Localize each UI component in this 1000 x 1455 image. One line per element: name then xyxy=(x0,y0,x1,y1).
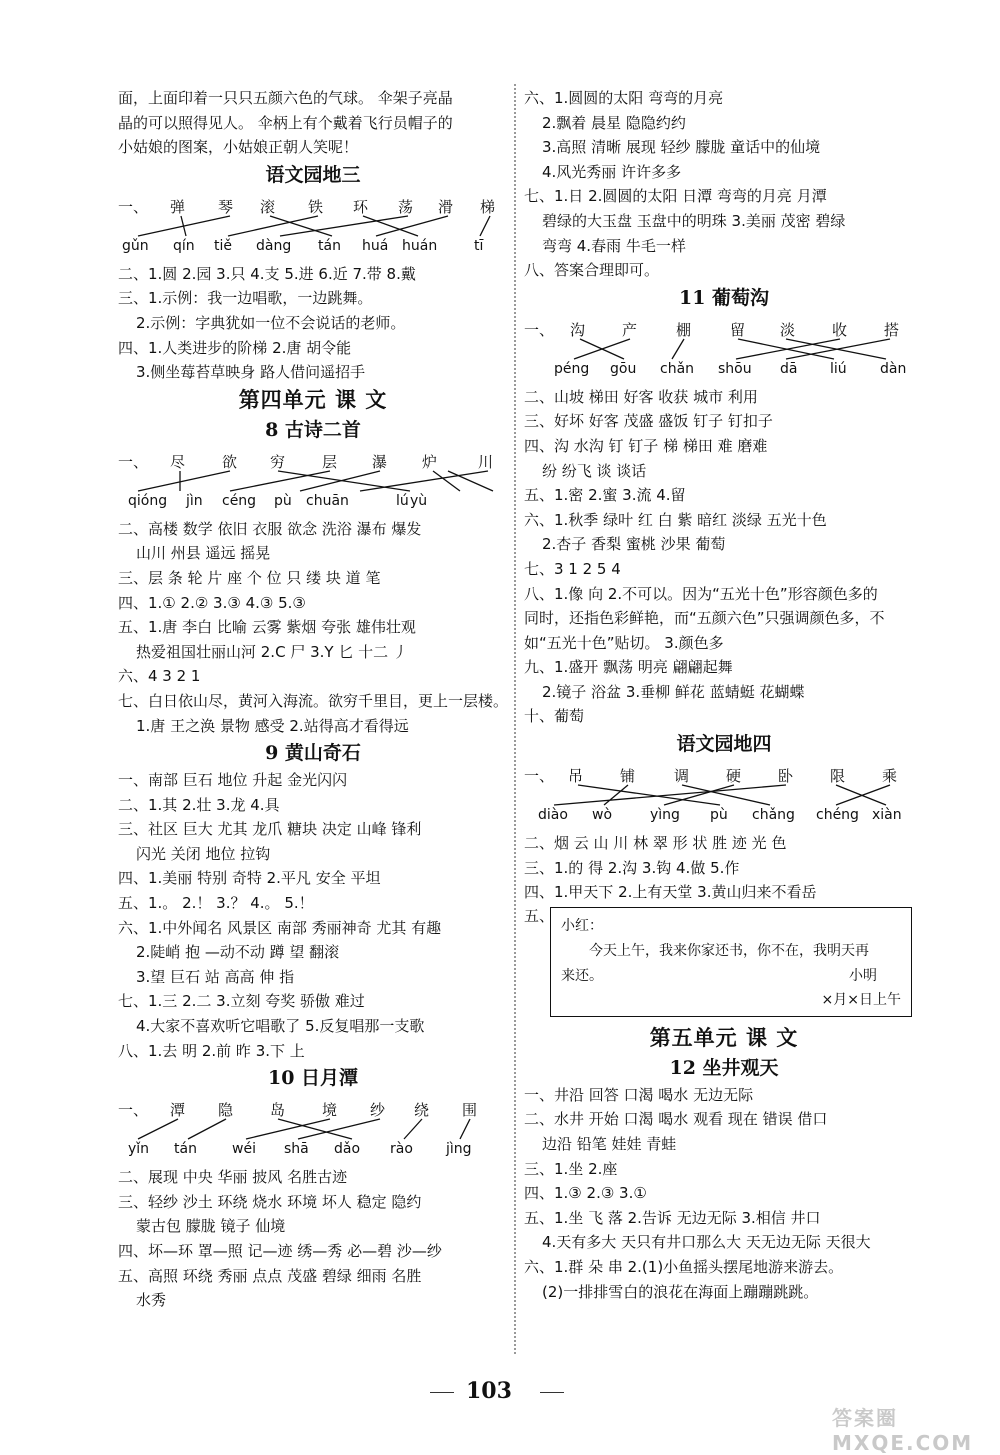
answer-line: 五、1.密 2.蜜 3.流 4.留 xyxy=(524,486,686,505)
char-item: 梯 xyxy=(480,197,496,216)
answer-line: 二、1.圆 2.园 3.只 4.支 5.进 6.近 7.带 8.戴 xyxy=(118,264,416,283)
pinyin-item: gǔn xyxy=(122,237,149,254)
answer-line: 八、1.去 明 2.前 昨 3.下 上 xyxy=(118,1041,305,1060)
matching-exercise xyxy=(118,1093,508,1165)
column-divider xyxy=(514,84,516,1354)
char-item: 瀑 xyxy=(372,452,388,471)
pinyin-item: tī xyxy=(474,237,484,254)
answer-line: 纷 纷飞 谈 谈话 xyxy=(542,461,647,480)
answer-line: 同时，还指色彩鲜艳，而“五颜六色”只强调颜色多，不 xyxy=(524,609,885,628)
answer-line: 2.杏子 香梨 蜜桃 沙果 葡萄 xyxy=(542,535,726,554)
char-item: 调 xyxy=(674,767,690,786)
note-date: ×月×日上午 xyxy=(821,991,901,1008)
text-line: 晶的可以照得见人。 伞柄上有个戴着飞行员帽子的 xyxy=(118,113,453,132)
answer-line: 2.镜子 浴盆 3.垂柳 鲜花 蓝蜻蜓 花蝴蝶 xyxy=(542,682,805,701)
char-item: 纱 xyxy=(370,1101,386,1120)
page-number-dash xyxy=(540,1392,564,1393)
char-item: 滑 xyxy=(438,197,454,216)
unit-title: 第四单元 课 文 xyxy=(238,386,388,412)
answer-line: 4.天有多大 天只有井口那么大 天无边无际 天很大 xyxy=(542,1233,871,1252)
answer-line: 四、1.③ 2.③ 3.① xyxy=(524,1184,647,1203)
pinyin-item: dàng xyxy=(256,237,292,254)
answer-line: 七、1.三 2.二 3.立刻 夸奖 骄傲 难过 xyxy=(118,992,365,1011)
answer-line: 2.飘着 晨星 隐隐约约 xyxy=(542,113,686,132)
lesson-title: 9 黄山奇石 xyxy=(265,742,361,765)
pinyin-item: wéi xyxy=(232,1141,256,1158)
question-marker: 五、 xyxy=(524,906,555,925)
answer-line: 六、4 3 2 1 xyxy=(118,667,201,686)
answer-line: 三、层 条 轮 片 座 个 位 只 缕 块 道 笔 xyxy=(118,568,381,587)
answer-line: 四、1.美丽 特别 奇特 2.平凡 安全 平坦 xyxy=(118,869,381,888)
char-item: 限 xyxy=(830,767,846,786)
pinyin-item: shā xyxy=(284,1141,309,1158)
pinyin-item: dǎo xyxy=(334,1141,361,1158)
pinyin-item: dā xyxy=(780,360,798,377)
lesson-title: 8 古诗二首 xyxy=(265,418,361,441)
char-item: 穷 xyxy=(270,452,286,471)
answer-line: 四、1.① 2.② 3.③ 4.③ 5.③ xyxy=(118,593,306,612)
pinyin-item: diào xyxy=(538,807,568,824)
answer-line: 三、轻纱 沙土 环绕 烧水 环境 坏人 稳定 隐约 xyxy=(118,1192,422,1211)
pinyin-item: shōu xyxy=(718,360,752,377)
pinyin-item: pù xyxy=(274,492,292,509)
pinyin-item: chǎn xyxy=(660,360,695,377)
pinyin-item: pù xyxy=(710,807,728,824)
pinyin-item: huán xyxy=(402,237,438,254)
note-exercise xyxy=(524,905,924,1023)
pinyin-item: céng xyxy=(222,492,257,509)
answer-line: 十、葡萄 xyxy=(524,707,585,726)
answer-line: 闪光 关闭 地位 拉钩 xyxy=(136,844,271,863)
answer-line: 3.侧坐莓苔草映身 路人借问遥招手 xyxy=(136,363,366,382)
answer-line: 山川 州县 遥远 摇晃 xyxy=(136,544,271,563)
pinyin-item: liú xyxy=(830,360,847,377)
answer-line: 二、山坡 梯田 好客 收获 城市 利用 xyxy=(524,387,758,406)
answer-line: 二、高楼 数学 依旧 衣服 欲念 洗浴 瀑布 爆发 xyxy=(118,519,422,538)
pinyin-item: huá xyxy=(362,237,389,254)
char-item: 琴 xyxy=(218,197,234,216)
page-number-dash xyxy=(430,1392,454,1393)
pinyin-item: jìn xyxy=(186,492,203,509)
answer-line: 七、白日依山尽，黄河入海流。欲穷千里目，更上一层楼。 xyxy=(118,691,509,710)
answer-line: 水秀 xyxy=(136,1291,167,1310)
answer-line: 三、1.示例：我一边唱歌，一边跳舞。 xyxy=(118,289,373,308)
answer-line: 3.高照 清晰 展现 轻纱 朦胧 童话中的仙境 xyxy=(542,138,821,157)
note-box xyxy=(550,907,912,1017)
answer-line: 六、1.群 朵 串 2.(1)小鱼摇头摆尾地游来游去。 xyxy=(524,1258,844,1276)
pinyin-item: gōu xyxy=(610,360,637,377)
char-item: 围 xyxy=(462,1101,478,1120)
char-item: 铁 xyxy=(308,197,324,216)
char-item: 吊 xyxy=(568,767,584,786)
answer-line: 五、1.坐 飞 落 2.告诉 无边无际 3.相信 井口 xyxy=(524,1208,821,1227)
char-item: 乘 xyxy=(882,767,898,786)
answer-line: 2.陡峭 抱 —动不动 蹲 望 翻滚 xyxy=(136,943,340,962)
answer-line: 热爱祖国壮丽山河 2.C 尸 3.Y 匕 十二 丿 xyxy=(136,642,408,661)
left-column xyxy=(118,86,508,1313)
unit-title: 第五单元 课 文 xyxy=(649,1024,799,1050)
char-item: 层 xyxy=(322,452,338,471)
answer-line: 一、井沿 回答 口渴 喝水 无边无际 xyxy=(524,1085,754,1104)
answer-line: 蒙古包 朦胧 镜子 仙境 xyxy=(136,1217,286,1236)
pinyin-item: jìng xyxy=(446,1141,472,1158)
char-item: 岛 xyxy=(270,1101,286,1120)
char-item: 留 xyxy=(730,320,746,339)
answer-line: 四、1.人类进步的阶梯 2.唐 胡令能 xyxy=(118,338,352,357)
question-marker: 一、 xyxy=(118,197,149,216)
char-item: 欲 xyxy=(222,452,238,471)
section-title: 语文园地三 xyxy=(265,163,361,186)
pinyin-item: chéng xyxy=(816,807,859,824)
section-title: 语文园地四 xyxy=(676,733,772,756)
pinyin-item: chǎng xyxy=(752,807,795,824)
answer-line: 五、1.唐 李白 比喻 云雾 紫烟 夸张 雄伟壮观 xyxy=(118,618,416,637)
char-item: 川 xyxy=(478,452,494,471)
pinyin-item: xiàn xyxy=(872,807,902,824)
answer-line: 弯弯 4.春雨 牛毛一样 xyxy=(542,236,686,255)
answer-line: 三、好坏 好客 茂盛 盛饭 钉子 钉扣子 xyxy=(524,412,773,431)
question-marker: 一、 xyxy=(118,452,149,471)
answer-line: 八、答案合理即可。 xyxy=(524,261,660,280)
answer-line: 四、沟 水沟 钉 钉子 梯 梯田 难 磨难 xyxy=(524,436,768,455)
answer-line: (2)一排排雪白的浪花在海面上蹦蹦跳跳。 xyxy=(542,1282,819,1301)
char-item: 沟 xyxy=(570,320,586,339)
char-item: 炉 xyxy=(422,452,438,471)
lesson-title: 10 日月潭 xyxy=(267,1067,359,1090)
char-item: 隐 xyxy=(218,1101,234,1120)
answer-line: 二、水井 开始 口渴 喝水 观看 现在 错误 借口 xyxy=(524,1110,828,1129)
answer-line: 碧绿的大玉盘 玉盘中的明珠 3.美丽 茂密 碧绿 xyxy=(542,211,846,230)
answer-line: 六、1.圆圆的太阳 弯弯的月亮 xyxy=(524,89,724,107)
pinyin-item: dàn xyxy=(880,360,907,377)
pinyin-item: rào xyxy=(390,1141,413,1158)
char-item: 硬 xyxy=(726,767,742,786)
char-item: 棚 xyxy=(676,320,692,339)
question-marker: 一、 xyxy=(524,320,555,339)
note-body: 来还。 xyxy=(561,967,603,984)
matching-exercise xyxy=(118,445,508,517)
matching-exercise xyxy=(524,759,924,831)
pinyin-item: wò xyxy=(592,807,613,824)
matching-exercise xyxy=(524,313,924,385)
answer-line: 1.唐 王之涣 景物 感受 2.站得高才看得远 xyxy=(136,716,409,735)
char-item: 滚 xyxy=(260,197,276,216)
note-recipient: 小红： xyxy=(561,917,603,934)
answer-line: 三、1.坐 2.座 xyxy=(524,1159,618,1178)
answer-line: 七、3 1 2 5 4 xyxy=(524,559,621,578)
pinyin-item: yǐn xyxy=(128,1141,150,1158)
answer-line: 六、1.秋季 绿叶 红 白 紫 暗红 淡绿 五光十色 xyxy=(524,510,827,529)
answer-line: 八、1.像 向 2.不可以。因为“五光十色”形容颜色多的 xyxy=(524,584,878,603)
char-item: 淡 xyxy=(780,320,796,339)
pinyin-item: péng xyxy=(554,360,590,377)
char-item: 卧 xyxy=(778,767,794,786)
pinyin-item: yù xyxy=(410,492,428,509)
answer-line: 七、1.日 2.圆圆的太阳 日潭 弯弯的月亮 月潭 xyxy=(524,187,827,206)
lesson-title: 11 葡萄沟 xyxy=(678,286,770,309)
pinyin-item: lú xyxy=(396,492,409,509)
watermark-logo: 答案圈 MXQE.COM xyxy=(832,1406,974,1455)
right-column xyxy=(524,86,924,1304)
char-item: 尽 xyxy=(170,452,186,471)
answer-line: 二、展现 中央 华丽 披风 名胜古迹 xyxy=(118,1168,348,1187)
answer-line: 四、1.甲天下 2.上有天堂 3.黄山归来不看岳 xyxy=(524,883,817,902)
question-marker: 一、 xyxy=(524,767,555,786)
answer-line: 4.大家不喜欢听它唱歌了 5.反复唱那一支歌 xyxy=(136,1017,425,1036)
answer-line: 一、南部 巨石 地位 升起 金光闪闪 xyxy=(118,771,348,790)
answer-line: 六、1.中外闻名 风景区 南部 秀丽神奇 尤其 有趣 xyxy=(118,918,442,937)
char-item: 产 xyxy=(622,320,638,339)
answer-line: 九、1.盛开 飘荡 明亮 翩翩起舞 xyxy=(524,658,733,677)
answer-line: 3.望 巨石 站 高高 伸 指 xyxy=(136,967,295,986)
text-line: 小姑娘的图案，小姑娘正朝人笑呢！ xyxy=(118,138,359,157)
note-signature: 小明 xyxy=(849,967,877,984)
lesson-title: 12 坐井观天 xyxy=(669,1056,779,1079)
pinyin-item: chuān xyxy=(306,492,349,509)
answer-line: 三、社区 巨大 尤其 龙爪 糖块 决定 山峰 锋利 xyxy=(118,820,422,839)
matching-exercise xyxy=(118,190,508,262)
pinyin-item: yìng xyxy=(650,807,680,824)
answer-line: 四、坏—环 罩—照 记—迹 绣—秀 必—碧 沙—纱 xyxy=(118,1242,442,1260)
pinyin-item: tiě xyxy=(214,237,232,254)
text-line: 面，上面印着一只只五颜六色的气球。 伞架子亮晶 xyxy=(118,89,453,107)
answer-line: 2.示例：字典犹如一位不会说话的老师。 xyxy=(136,313,406,332)
answer-line: 五、高照 环绕 秀丽 点点 茂盛 碧绿 细雨 名胜 xyxy=(118,1266,422,1285)
pinyin-item: tán xyxy=(318,237,341,254)
pinyin-item: qióng xyxy=(128,492,168,509)
answer-line: 二、1.其 2.壮 3.龙 4.具 xyxy=(118,795,280,814)
page-number: 103 xyxy=(466,1378,512,1404)
answer-line: 边沿 铅笔 娃娃 青蛙 xyxy=(542,1135,677,1154)
note-body: 今天上午，我来你家还书，你不在，我明天再 xyxy=(589,942,869,959)
char-item: 铺 xyxy=(620,767,636,786)
pinyin-item: tán xyxy=(174,1141,197,1158)
answer-line: 4.风光秀丽 许许多多 xyxy=(542,162,682,181)
answer-line: 二、烟 云 山 川 林 翠 形 状 胜 迹 光 色 xyxy=(524,834,787,853)
answer-line: 五、1.。 2.！ 3.？ 4.。 5.！ xyxy=(118,894,314,913)
char-item: 绕 xyxy=(414,1101,430,1120)
char-item: 收 xyxy=(832,320,848,339)
answer-line: 三、1.的 得 2.沟 3.钩 4.做 5.作 xyxy=(524,858,740,877)
pinyin-item: qín xyxy=(173,237,195,254)
char-item: 境 xyxy=(322,1101,338,1120)
char-item: 潭 xyxy=(170,1101,186,1120)
char-item: 弹 xyxy=(170,197,186,216)
answer-line: 如“五光十色”贴切。 3.颜色多 xyxy=(524,633,724,652)
question-marker: 一、 xyxy=(118,1101,149,1120)
char-item: 搭 xyxy=(884,320,900,339)
char-item: 环 xyxy=(353,197,369,216)
char-item: 荡 xyxy=(398,197,414,216)
